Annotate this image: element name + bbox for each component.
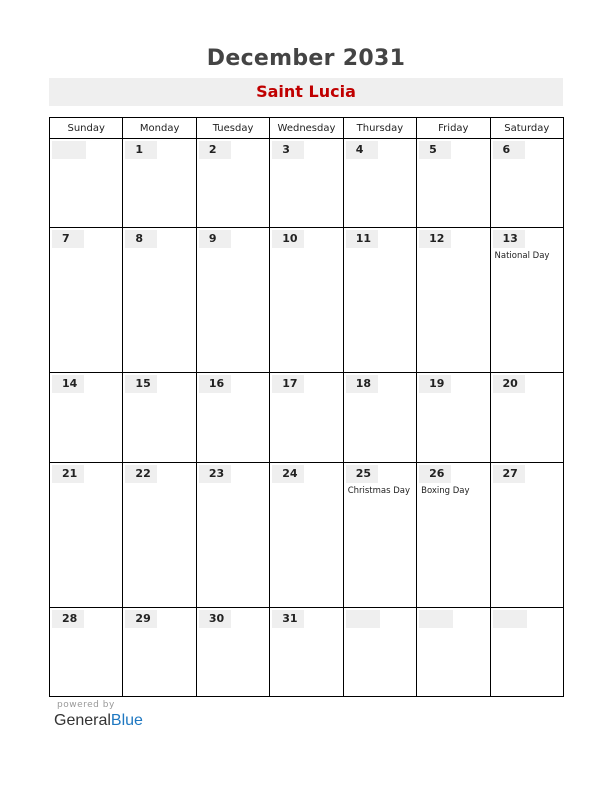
weekday-header: Friday [417, 118, 490, 139]
day-cell [490, 373, 563, 462]
weekday-header: Sunday [50, 118, 123, 139]
country-name: Saint Lucia [256, 82, 356, 101]
day-number: 21 [52, 465, 84, 483]
day-cell [343, 607, 416, 697]
day-cell [196, 373, 269, 462]
powered-by-label: powered by [57, 700, 115, 710]
day-number: 13 [493, 230, 525, 248]
weekday-header: Wednesday [270, 118, 343, 139]
day-number: 16 [199, 375, 231, 393]
day-cell [270, 373, 343, 462]
day-cell [490, 462, 563, 607]
day-number: 10 [272, 230, 304, 248]
week-row [50, 373, 564, 462]
day-number [52, 141, 86, 159]
day-number: 5 [419, 141, 451, 159]
day-cell [196, 228, 269, 373]
day-cell [490, 228, 563, 373]
day-number: 6 [493, 141, 525, 159]
day-number: 24 [272, 465, 304, 483]
day-cell [270, 462, 343, 607]
day-cell [490, 139, 563, 228]
day-cell [123, 228, 196, 373]
day-cell [417, 462, 490, 607]
day-number: 12 [419, 230, 451, 248]
day-number: 4 [346, 141, 378, 159]
day-number: 19 [419, 375, 451, 393]
weekday-header: Tuesday [196, 118, 269, 139]
day-cell [196, 139, 269, 228]
day-cell [270, 607, 343, 697]
holiday-label: National Day [494, 251, 550, 262]
day-cell [270, 139, 343, 228]
week-row [50, 462, 564, 607]
day-cell [50, 607, 123, 697]
day-cell [123, 373, 196, 462]
day-cell [270, 228, 343, 373]
day-number: 15 [125, 375, 157, 393]
day-cell [343, 373, 416, 462]
day-number: 31 [272, 610, 304, 628]
day-number: 30 [199, 610, 231, 628]
day-number: 1 [125, 141, 157, 159]
week-row [50, 139, 564, 228]
day-cell [123, 462, 196, 607]
week-row [50, 607, 564, 697]
weekday-header: Saturday [490, 118, 563, 139]
day-number: 26 [419, 465, 451, 483]
calendar-title: December 2031 [206, 46, 406, 71]
day-cell [490, 607, 563, 697]
day-cell [343, 139, 416, 228]
day-cell [196, 607, 269, 697]
day-number [493, 610, 527, 628]
day-number: 23 [199, 465, 231, 483]
day-cell [417, 373, 490, 462]
day-number: 27 [493, 465, 525, 483]
day-number: 22 [125, 465, 157, 483]
day-cell [123, 607, 196, 697]
day-cell [123, 139, 196, 228]
brand-general: General [54, 712, 111, 729]
day-number: 9 [199, 230, 231, 248]
day-cell [50, 462, 123, 607]
day-cell [343, 228, 416, 373]
day-cell [50, 139, 123, 228]
day-cell [50, 373, 123, 462]
day-cell [343, 462, 416, 607]
day-number [346, 610, 380, 628]
day-number: 29 [125, 610, 157, 628]
calendar-grid [49, 117, 564, 697]
day-number [419, 610, 453, 628]
day-cell [50, 228, 123, 373]
day-number: 28 [52, 610, 84, 628]
generalblue-logo[interactable] [54, 712, 143, 730]
day-cell [417, 139, 490, 228]
day-cell [417, 228, 490, 373]
day-number: 8 [125, 230, 157, 248]
weekday-header: Monday [123, 118, 196, 139]
day-number: 11 [346, 230, 378, 248]
country-banner [49, 78, 563, 106]
day-number: 7 [52, 230, 84, 248]
day-number: 2 [199, 141, 231, 159]
day-number: 17 [272, 375, 304, 393]
day-cell [196, 462, 269, 607]
day-number: 3 [272, 141, 304, 159]
holiday-label: Christmas Day [347, 485, 411, 496]
day-number: 18 [346, 375, 378, 393]
week-row [50, 228, 564, 373]
brand-blue: Blue [110, 712, 143, 729]
holiday-label: Boxing Day [421, 485, 470, 496]
day-number: 20 [493, 375, 525, 393]
weekday-header-row [50, 118, 564, 139]
day-cell [417, 607, 490, 697]
day-number: 25 [346, 465, 378, 483]
day-number: 14 [52, 375, 84, 393]
weekday-header: Thursday [343, 118, 416, 139]
